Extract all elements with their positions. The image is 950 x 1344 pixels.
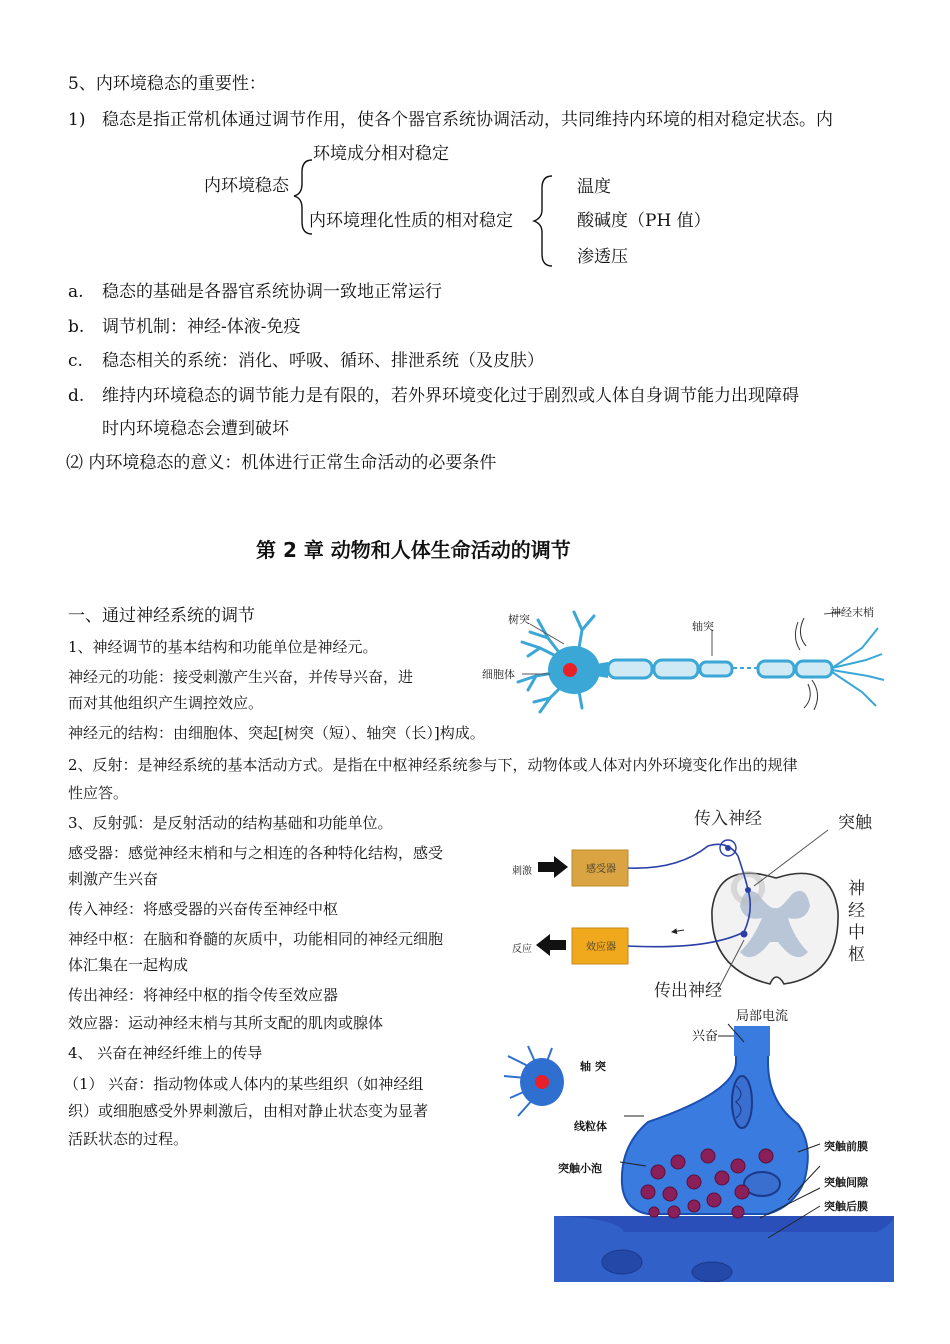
homeostasis-definition: 稳态是指正常机体通过调节作用，使各个器官系统协调活动，共同维持内环境的相对稳定状态。内 <box>102 110 833 130</box>
label-postsynaptic: 突触后膜 <box>824 1200 868 1213</box>
label-vesicle: 突触小泡 <box>558 1162 602 1175</box>
reflex-arc-figure <box>508 800 900 1004</box>
label-soma: 细胞体 <box>482 668 515 681</box>
label-receptor: 感受器 <box>586 864 616 875</box>
paragraph: 1、神经调节的基本结构和功能单位是神经元。 <box>68 638 378 656</box>
section-heading-homeostasis: 5、内环境稳态的重要性： <box>68 74 266 94</box>
paragraph: 刺激产生兴奋 <box>68 870 159 888</box>
label-excitation: 兴奋 <box>692 1029 719 1044</box>
diagram-sub-temperature: 温度 <box>577 177 611 197</box>
label-mitochondria: 线粒体 <box>574 1120 607 1133</box>
point-text-continued: 时内环境稳态会遭到破坏 <box>102 419 289 439</box>
label-axon: 轴 突 <box>580 1060 606 1073</box>
synapse-figure <box>498 1006 902 1282</box>
label-axon: 轴突 <box>692 620 714 633</box>
label-afferent-nerve: 传入神经 <box>694 809 762 829</box>
paragraph: 神经元的结构：由细胞体、突起[树突（短）、轴突（长）]构成。 <box>68 724 485 742</box>
point-letter: b. <box>68 317 85 337</box>
section-heading-nervous: 一、通过神经系统的调节 <box>68 606 255 626</box>
paragraph: 感受器：感觉神经末梢和与之相连的各种特化结构，感受 <box>68 844 444 862</box>
homeostasis-meaning: ⑵ 内环境稳态的意义：机体进行正常生命活动的必要条件 <box>66 453 497 473</box>
diagram-branch-composition: 环境成分相对稳定 <box>313 144 449 164</box>
diagram-root: 内环境稳态 <box>204 176 289 196</box>
paragraph: 传入神经：将感受器的兴奋传至神经中枢 <box>68 900 339 918</box>
point-text: 调节机制：神经-体液-免疫 <box>102 317 301 337</box>
right-brace-icon <box>530 172 560 272</box>
paragraph: 传出神经：将神经中枢的指令传至效应器 <box>68 986 339 1004</box>
arrow-left-icon <box>536 934 566 956</box>
label-local-current: 局部电流 <box>736 1009 789 1024</box>
paragraph: 体汇集在一起构成 <box>68 956 189 974</box>
point-letter: d. <box>68 386 85 406</box>
label-synaptic-cleft: 突触间隙 <box>824 1176 868 1189</box>
paragraph: 而对其他组织产生调控效应。 <box>68 694 264 712</box>
item-number: 1) <box>68 110 86 130</box>
label-nerve-terminal: 神经末梢 <box>830 606 874 619</box>
label-center-3: 中 <box>848 923 865 943</box>
label-presynaptic: 突触前膜 <box>824 1140 868 1153</box>
diagram-sub-ph: 酸碱度（PH 值） <box>577 211 711 231</box>
chapter-title: 第 2 章 动物和人体生命活动的调节 <box>256 538 571 562</box>
paragraph: 神经元的功能：接受刺激产生兴奋，并传导兴奋，进 <box>68 668 414 686</box>
label-center-4: 枢 <box>848 945 865 965</box>
arrow-right-icon <box>538 856 568 878</box>
label-center-2: 经 <box>848 901 865 921</box>
paragraph: 活跃状态的过程。 <box>68 1130 189 1148</box>
paragraph: 神经中枢：在脑和脊髓的灰质中，功能相同的神经元细胞 <box>68 930 444 948</box>
label-synapse: 突触 <box>838 813 872 833</box>
label-effector: 效应器 <box>586 942 616 953</box>
label-stimulus: 刺激 <box>512 866 532 877</box>
point-letter: a. <box>68 282 84 302</box>
diagram-branch-physicochemical: 内环境理化性质的相对稳定 <box>309 211 513 231</box>
label-efferent-nerve: 传出神经 <box>654 981 722 1001</box>
paragraph: 3、反射弧：是反射活动的结构基础和功能单位。 <box>68 814 393 832</box>
paragraph: （1） 兴奋：指动物体或人体内的某些组织（如神经组 <box>64 1075 424 1093</box>
label-dendrite: 树突 <box>508 613 530 626</box>
label-center-1: 神 <box>848 879 865 899</box>
diagram-sub-osmotic: 渗透压 <box>577 247 628 267</box>
paragraph: 织）或细胞感受外界刺激后，由相对静止状态变为显著 <box>68 1102 429 1120</box>
neuron-figure <box>478 598 898 722</box>
paragraph: 4、 兴奋在神经纤维上的传导 <box>68 1044 263 1062</box>
paragraph: 效应器：运动神经末梢与其所支配的肌肉或腺体 <box>68 1014 384 1032</box>
point-text: 稳态的基础是各器官系统协调一致地正常运行 <box>102 282 442 302</box>
paragraph: 性应答。 <box>68 784 129 802</box>
label-response: 反应 <box>512 944 532 955</box>
paragraph: 2、反射：是神经系统的基本活动方式。是指在中枢神经系统参与下，动物体或人体对内外环境变化作出的规律 <box>68 756 798 774</box>
point-text: 稳态相关的系统：消化、呼吸、循环、排泄系统（及皮肤） <box>102 351 544 371</box>
point-text: 维持内环境稳态的调节能力是有限的，若外界环境变化过于剧烈或人体自身调节能力出现障碍 <box>102 386 799 406</box>
point-letter: c. <box>68 351 83 371</box>
